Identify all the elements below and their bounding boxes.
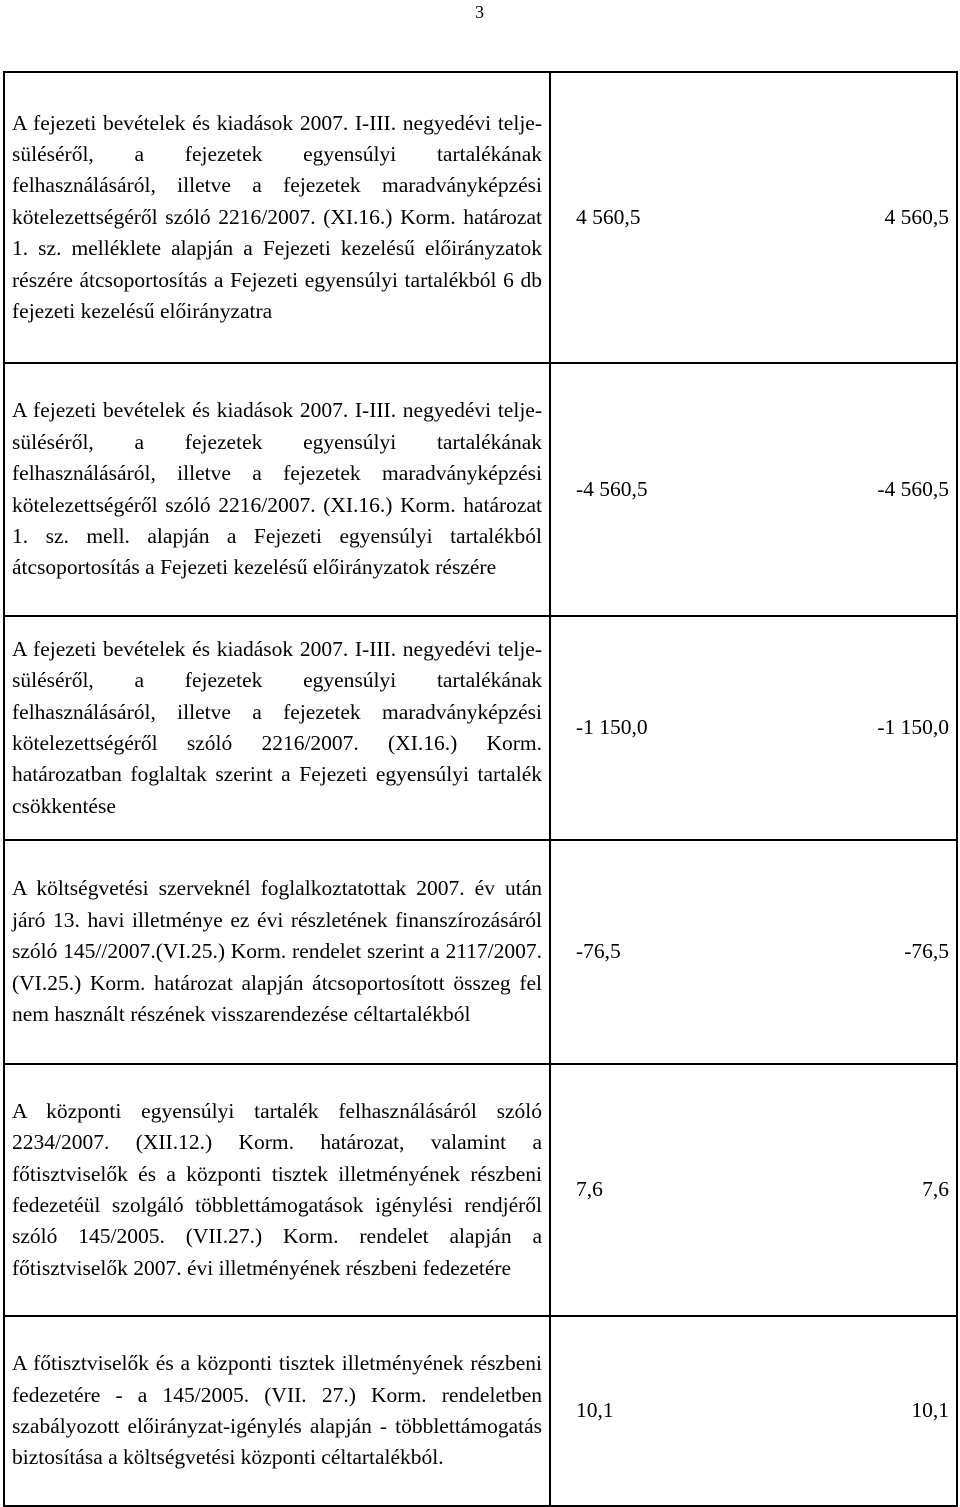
table-row [4,1064,957,1316]
amount-column-2: 7,6 [922,1177,949,1202]
amount-column-2: -1 150,0 [877,715,949,740]
row-description: A fejezeti bevételek és kiadások 2007. I-III. negyedévi telje-süléséről, a fejezetek egyensúlyi tartalékának felhasználásáról, illetve a fejezetek maradványképzési kötelezettségéről szóló 2216/2007. (XI.16.) Korm. határozat 1. sz. mell. alapján a Fejezeti egyensúlyi tartalékból átcsoportosítás a Fejezeti kezelésű előirányzatok részére [4,363,550,616]
amount-column-1: 4 560,5 [576,204,641,229]
amount-column-2: 4 560,5 [884,204,949,229]
amount-column-2: 10,1 [911,1398,949,1423]
table-row [4,616,957,840]
row-description: A központi egyensúlyi tartalék felhasználásáról szóló 2234/2007. (XII.12.) Korm. határozat, valamint a főtisztviselők és a központi tisztek illetményének részbeni fedezetéül szolgáló többlettámogatások igénylési rendjéről szóló 145/2005. (VII.27.) Korm. rendelet alapján a főtisztviselők 2007. évi illetményének részbeni fedezetére [4,1064,550,1316]
page-number: 3 [475,2,484,22]
amount-column-1: -1 150,0 [576,715,648,740]
amount-column-1: -4 560,5 [576,476,648,501]
row-description: A költségvetési szerveknél foglalkoztatottak 2007. év után járó 13. havi illetménye ez évi részletének finanszírozásáról szóló 145//2007.(VI.25.) Korm. rendelet szerint a 2117/2007. (VI.25.) Korm. határozat alapján átcsoportosított összeg fel nem használt részének visszarendezése céltartalékból [4,840,550,1064]
table-row [4,363,957,616]
row-description: A főtisztviselők és a központi tisztek illetményének részbeni fedezetére - a 145/2005. (VII. 27.) Korm. rendeletben szabályozott előirányzat-igénylés alapján - többlettámogatás biztosítása a költségvetési központi céltartalékból. [4,1316,550,1506]
amount-column-1: 7,6 [576,1177,603,1202]
amount-column-1: 10,1 [576,1398,614,1423]
table-row [4,72,957,363]
row-description: A fejezeti bevételek és kiadások 2007. I-III. negyedévi telje-süléséről, a fejezetek egyensúlyi tartalékának felhasználásáról, illetve a fejezetek maradványképzési kötelezettségéről szóló 2216/2007. (XI.16.) Korm. határozatban foglaltak szerint a Fejezeti egyensúlyi tartalék csökkentése [4,616,550,840]
row-values [550,363,957,616]
row-description: A fejezeti bevételek és kiadások 2007. I-III. negyedévi telje-süléséről, a fejezetek egyensúlyi tartalékának felhasználásáról, illetve a fejezetek maradványképzési kötelezettségéről szóló 2216/2007. (XI.16.) Korm. határozat 1. sz. melléklete alapján a Fejezeti kezelésű előirányzatok részére átcsoportosítás a Fejezeti egyensúlyi tartalékból 6 db fejezeti kezelésű előirányzatra [4,72,550,363]
row-values [550,1316,957,1506]
table-row [4,840,957,1064]
row-values [550,72,957,363]
amount-column-2: -4 560,5 [877,476,949,501]
budget-table [3,71,958,1507]
row-values [550,1064,957,1316]
table-row [4,1316,957,1506]
row-values [550,616,957,840]
amount-column-1: -76,5 [576,939,621,964]
row-values [550,840,957,1064]
amount-column-2: -76,5 [904,939,949,964]
